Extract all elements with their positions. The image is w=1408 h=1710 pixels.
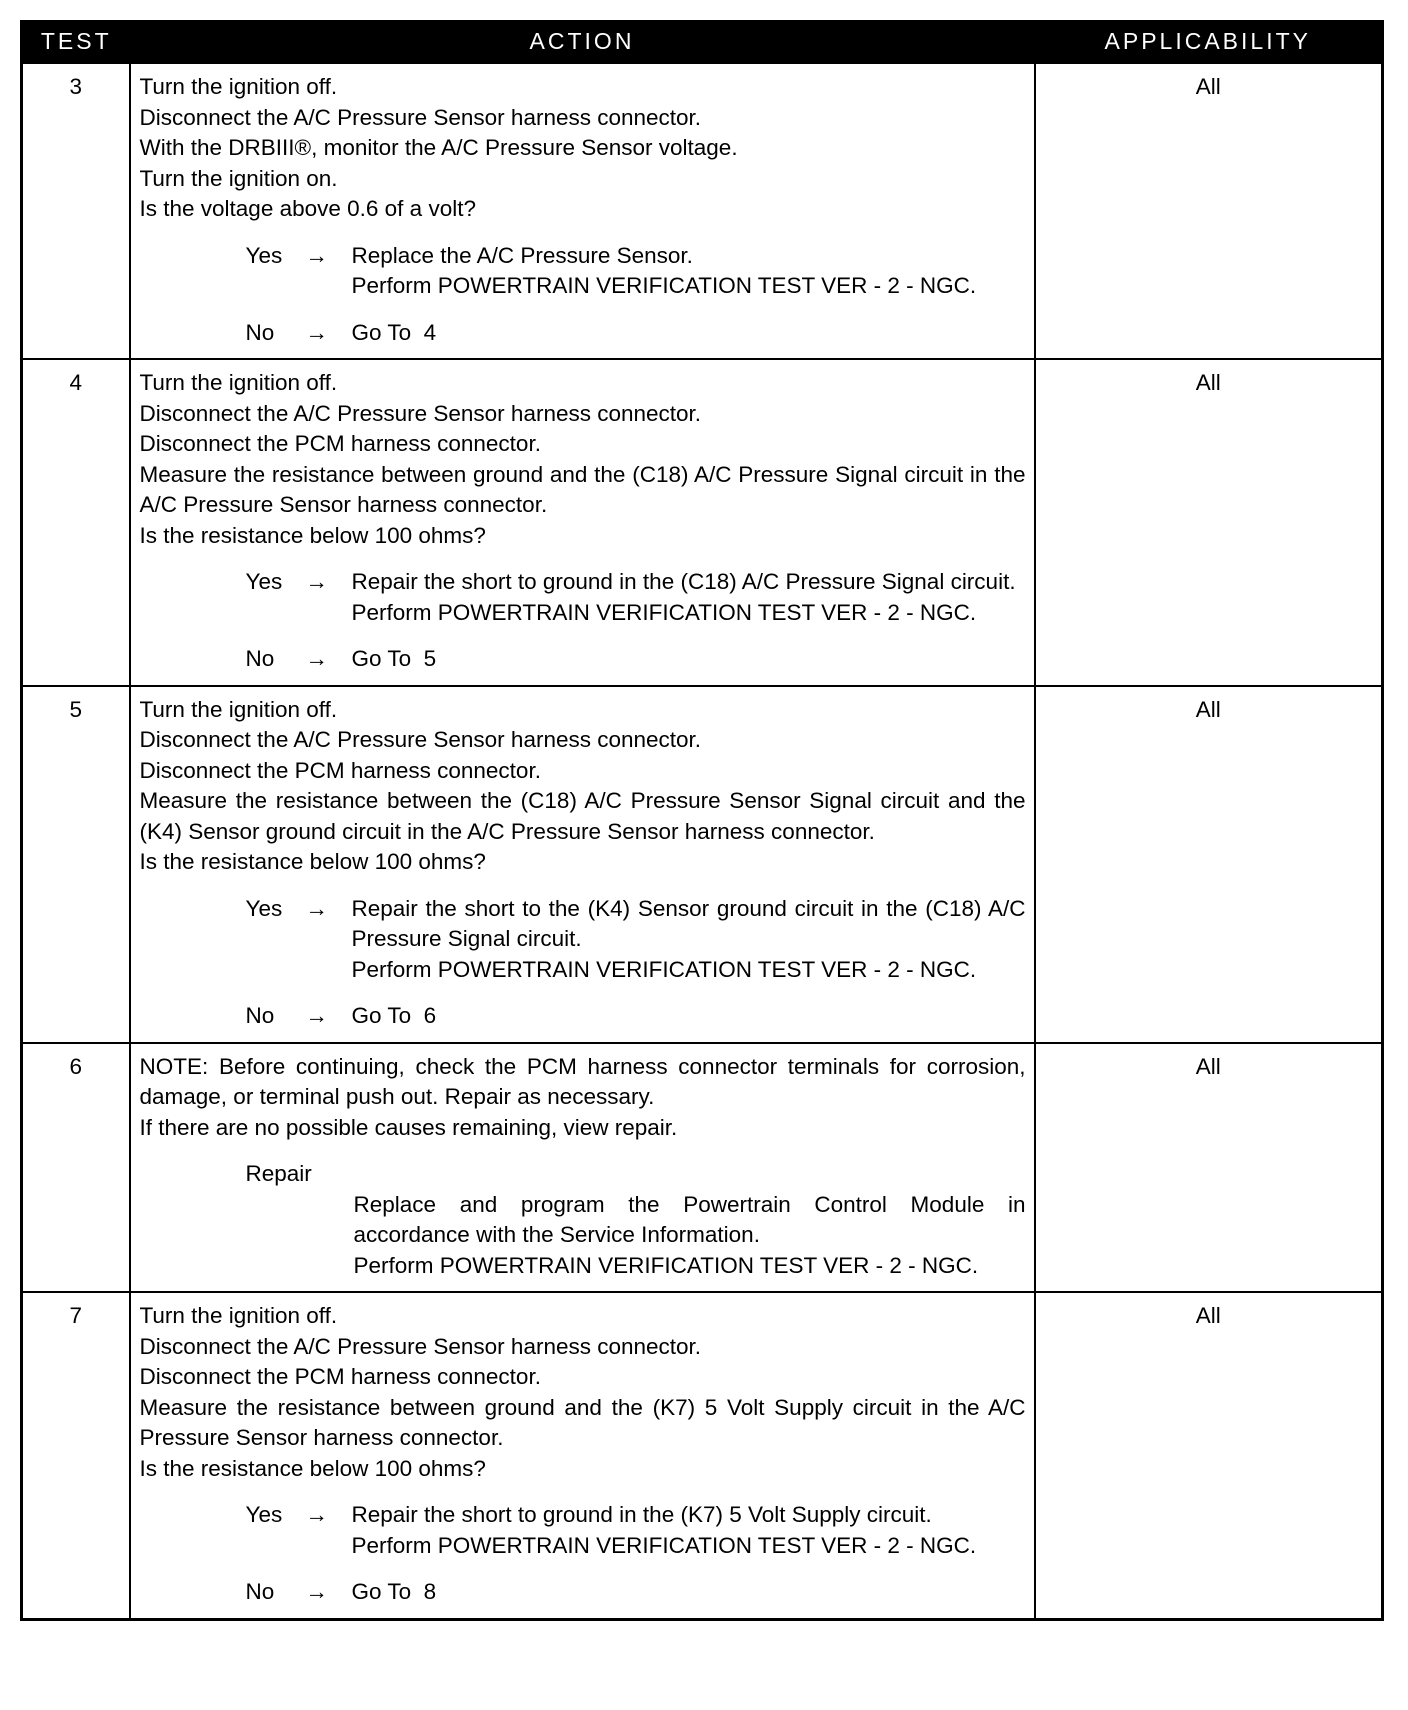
applicability-cell: All <box>1035 1043 1383 1293</box>
repair-label: Repair <box>245 1161 312 1186</box>
no-result: Go To 6 <box>351 1003 437 1028</box>
table-row <box>22 1043 1383 1293</box>
right-arrow-icon: → <box>305 1579 328 1604</box>
yes-result <box>352 567 1026 628</box>
no-result: Go To 4 <box>351 319 437 345</box>
applicability-cell: All <box>1035 63 1383 359</box>
action-step: Disconnect the PCM harness connector. <box>139 757 541 783</box>
yes-branch <box>246 241 1026 302</box>
test-number: 4 <box>22 359 130 686</box>
yes-label: Yes <box>245 895 283 921</box>
action-step: Turn the ignition off. <box>139 1303 338 1328</box>
result-line: Repair the short to ground in the (C18) A/C Pressure Signal circuit. <box>351 569 1016 594</box>
action-cell <box>130 1043 1035 1293</box>
no-label: No <box>245 319 275 345</box>
action-step: Disconnect the PCM harness connector. <box>139 1364 541 1389</box>
applicability-cell: All <box>1035 686 1383 1043</box>
yes-label: Yes <box>245 1502 283 1527</box>
action-step: Measure the resistance between the (C18) A/C Pressure Sensor Signal circuit and the (K4) Sensor ground circuit in the A/C Pressure Sensor harness connector. <box>139 788 1026 844</box>
no-label: No <box>245 646 275 671</box>
right-arrow-icon: → <box>305 319 328 345</box>
action-question: Is the resistance below 100 ohms? <box>139 1455 486 1481</box>
test-number: 7 <box>22 1292 130 1619</box>
test-number: 6 <box>22 1043 130 1293</box>
right-arrow-icon: → <box>305 1502 328 1527</box>
action-step: Turn the ignition off. <box>139 370 338 395</box>
action-question: Is the voltage above 0.6 of a volt? <box>139 196 476 221</box>
no-branch <box>246 318 1026 349</box>
diagnostic-test-table <box>20 20 1381 1621</box>
action-cell <box>130 686 1035 1043</box>
test-table <box>20 20 1384 1621</box>
action-step: Disconnect the A/C Pressure Sensor harness connector. <box>139 104 702 130</box>
yes-result <box>352 241 1026 302</box>
action-step: Disconnect the PCM harness connector. <box>139 431 541 456</box>
result-line: Perform POWERTRAIN VERIFICATION TEST VER - 2 - NGC. <box>353 1252 979 1278</box>
no-branch <box>246 644 1026 675</box>
yes-branch <box>246 1500 1026 1561</box>
result-line: Repair the short to ground in the (K7) 5 Volt Supply circuit. <box>351 1502 932 1527</box>
right-arrow-icon: → <box>305 242 328 268</box>
repair-result <box>354 1190 1026 1282</box>
no-label: No <box>245 1003 275 1028</box>
no-result: Go To 5 <box>351 646 437 671</box>
action-step: If there are no possible causes remaining, view repair. <box>139 1114 678 1140</box>
yes-result <box>352 1500 1026 1561</box>
action-step: With the DRBIII®, monitor the A/C Pressure Sensor voltage. <box>139 135 738 160</box>
right-arrow-icon: → <box>305 646 328 671</box>
test-number: 5 <box>22 686 130 1043</box>
action-question: Is the resistance below 100 ohms? <box>139 849 486 874</box>
action-cell <box>130 63 1035 359</box>
table-row <box>22 359 1383 686</box>
result-line: Repair the short to the (K4) Sensor ground circuit in the (C18) A/C Pressure Signal circuit. <box>351 895 1026 951</box>
no-branch <box>246 1001 1026 1032</box>
no-label: No <box>245 1579 275 1604</box>
no-branch <box>246 1577 1026 1608</box>
table-row <box>22 686 1383 1043</box>
action-step: Turn the ignition on. <box>139 165 338 191</box>
yes-result <box>352 894 1026 986</box>
yes-branch <box>246 894 1026 986</box>
action-step: Measure the resistance between ground and the (K7) 5 Volt Supply circuit in the A/C Pressure Sensor harness connector. <box>139 1394 1026 1450</box>
table-row <box>22 63 1383 359</box>
result-line: Perform POWERTRAIN VERIFICATION TEST VER - 2 - NGC. <box>351 273 977 298</box>
table-row <box>22 1292 1383 1619</box>
action-step: Disconnect the A/C Pressure Sensor harness connector. <box>139 727 702 752</box>
action-cell <box>130 1292 1035 1619</box>
header-applicability: APPLICABILITY <box>1035 20 1383 63</box>
action-step: Disconnect the A/C Pressure Sensor harness connector. <box>139 400 702 426</box>
header-test: TEST <box>22 20 130 63</box>
action-step: Measure the resistance between ground and the (C18) A/C Pressure Signal circuit in the A/C Pressure Sensor harness connector. <box>139 461 1026 517</box>
applicability-cell: All <box>1035 1292 1383 1619</box>
no-result: Go To 8 <box>351 1579 437 1604</box>
yes-label: Yes <box>245 242 283 268</box>
applicability-cell: All <box>1035 359 1383 686</box>
yes-branch <box>246 567 1026 628</box>
action-step: Turn the ignition off. <box>139 696 338 722</box>
test-number: 3 <box>22 63 130 359</box>
result-line: Replace and program the Powertrain Control Module in accordance with the Service Information. <box>353 1191 1026 1247</box>
action-cell <box>130 359 1035 686</box>
action-step: Disconnect the A/C Pressure Sensor harness connector. <box>139 1333 702 1359</box>
result-line: Perform POWERTRAIN VERIFICATION TEST VER - 2 - NGC. <box>351 599 977 625</box>
header-action: ACTION <box>130 20 1035 63</box>
action-question: Is the resistance below 100 ohms? <box>139 522 486 548</box>
yes-label: Yes <box>245 569 283 594</box>
action-step: Turn the ignition off. <box>139 74 338 99</box>
right-arrow-icon: → <box>305 895 328 921</box>
result-line: Perform POWERTRAIN VERIFICATION TEST VER - 2 - NGC. <box>351 1532 977 1558</box>
result-line: Perform POWERTRAIN VERIFICATION TEST VER - 2 - NGC. <box>351 956 977 982</box>
right-arrow-icon: → <box>305 569 328 594</box>
right-arrow-icon: → <box>305 1003 328 1028</box>
result-line: Replace the A/C Pressure Sensor. <box>351 242 693 268</box>
note-text: NOTE: Before continuing, check the PCM harness connector terminals for corrosion, damage, or terminal push out. Repair as necessary. <box>139 1053 1026 1109</box>
table-header <box>22 20 1383 63</box>
